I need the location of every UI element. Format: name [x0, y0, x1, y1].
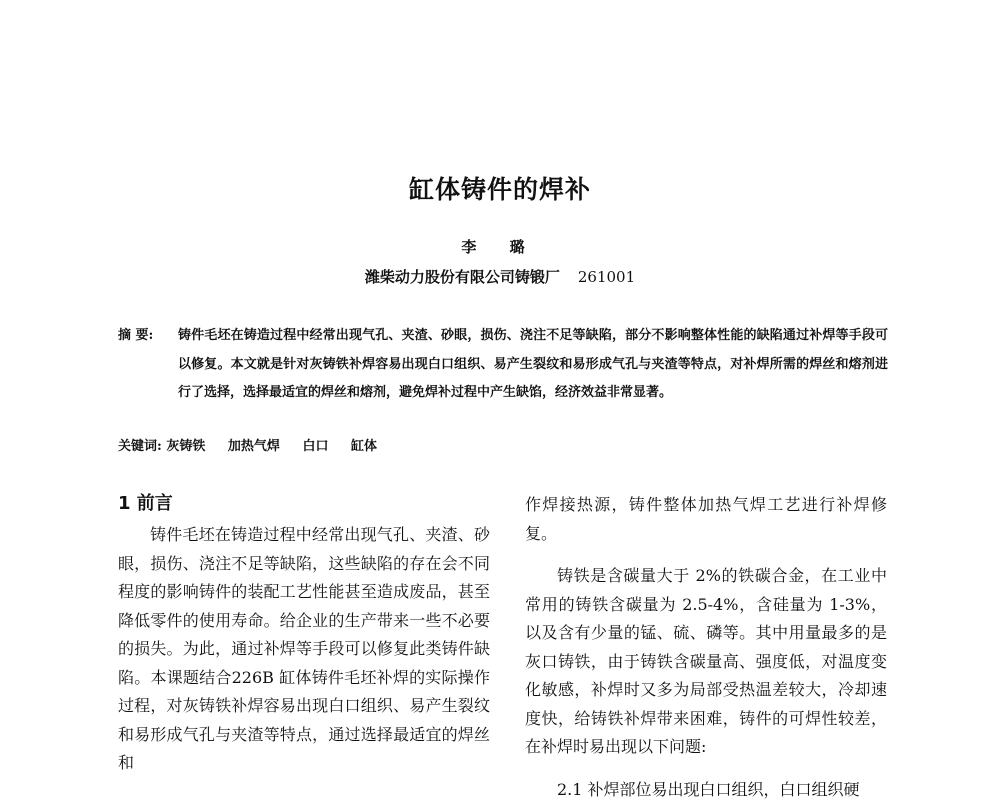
body-paragraph: 作焊接热源，铸件整体加热气焊工艺进行补焊修复。: [525, 491, 887, 548]
section-heading: 1 前言: [118, 491, 490, 517]
paper-title: 缸体铸件的焊补: [0, 170, 1000, 206]
abstract-text: 铸件毛坯在铸造过程中经常出现气孔、夹渣、砂眼，损伤、浇注不足等缺陷，部分不影响整体性能的缺陷通过补焊等手段可以修复。本文就是针对灰铸铁补焊容易出现白口组织、易产生裂纹和易形成气孔与夹渣等特点，对补焊所需的焊丝和熔剂进行了选择，选择最适宜的焊丝和熔剂，避免焊补过程中产生缺馅，经济效益非常显著。: [178, 322, 888, 408]
postcode: 261001: [578, 268, 635, 286]
keywords-label: 关键词:: [118, 439, 162, 454]
keywords-line: [118, 435, 395, 454]
keyword: 白口: [302, 439, 328, 454]
body-paragraph: 铸件毛坯在铸造过程中经常出现气孔、夹渣、砂眼，损伤、浇注不足等缺陷，这些缺陷的存在会不同程度的影响铸件的装配工艺性能甚至造成废品，甚至降低零件的使用寿命。给企业的生产带来一些不必要的损失。为此，通过补焊等手段可以修复此类铸件缺陷。本课题结合226B 缸体铸件毛坯补焊的实际操作过程，对灰铸铁补焊容易出现白口组织、易产生裂纹和易形成气孔与夹渣等特点，通过选择最适宜的焊丝和: [118, 521, 490, 778]
body-paragraph: 铸铁是含碳量大于 2%的铁碳合金，在工业中常用的铸铁含碳量为 2.5-4%，含硅量为 1-3%，以及含有少量的锰、硫、磷等。其中用量最多的是灰口铸铁，由于铸铁含碳量高、强度低，对温度变化敏感，补焊时又多为局部受热温差较大，冷却速度快，给铸铁补焊带来困难，铸件的可焊性较差，在补焊时易出现以下问题:: [525, 562, 887, 762]
left-column: [118, 491, 490, 778]
author-name: 李 璐: [0, 236, 1000, 257]
abstract-label: 摘 要:: [118, 322, 178, 351]
right-column: [525, 491, 887, 804]
affiliation-line: [0, 266, 1000, 287]
affiliation: 潍柴动力股份有限公司铸锻厂: [365, 268, 560, 286]
keyword: 灰铸铁: [166, 439, 205, 454]
keyword: 加热气焊: [228, 439, 280, 454]
abstract-block: [118, 322, 888, 408]
body-paragraph: 2.1 补焊部位易出现白口组织，白口组织硬: [525, 776, 887, 804]
keyword: 缸体: [351, 439, 377, 454]
